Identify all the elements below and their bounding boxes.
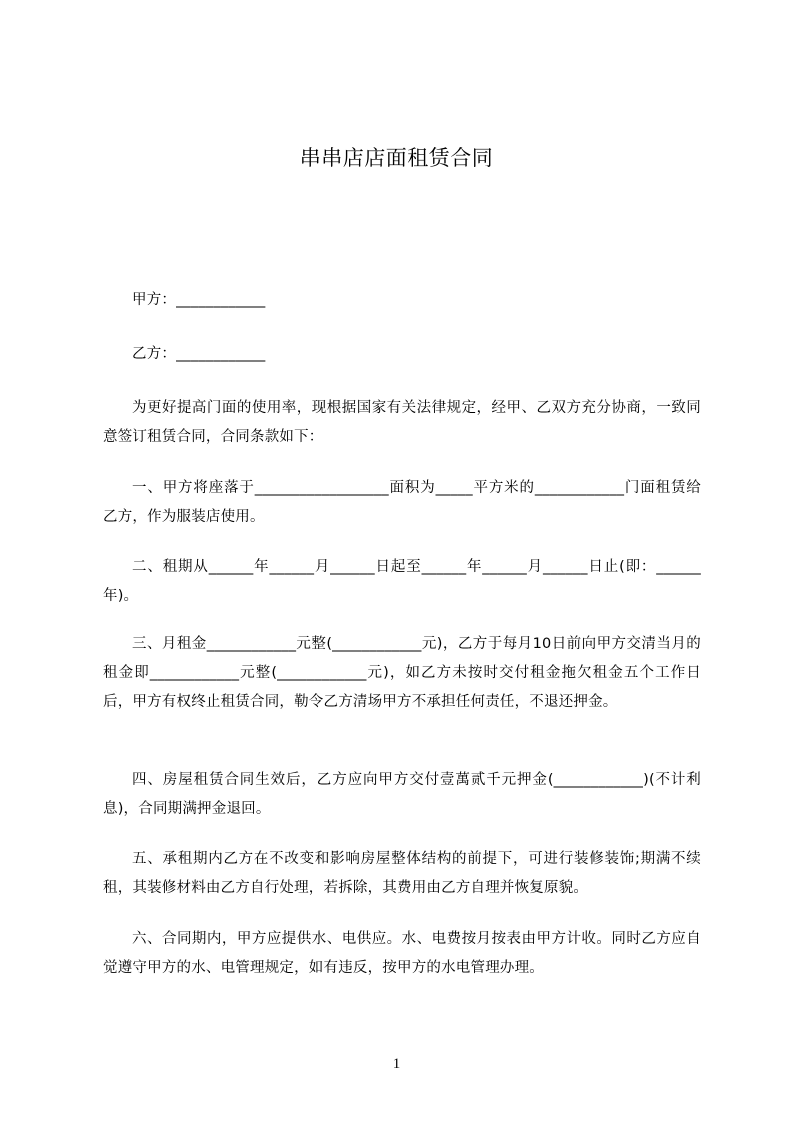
party-b-line (103, 340, 701, 369)
party-b-text: 乙方：____________ (132, 346, 266, 362)
page-number: 1 (392, 1056, 401, 1072)
intro-text: 为更好提高门面的使用率，现根据国家有关法律规定，经甲、乙双方充分协商，一致同意签订租赁合同，合同条款如下： (103, 400, 701, 445)
clause-text: 一、甲方将座落于__________________面积为_____平方米的____________门面租赁给乙方，作为服装店使用。 (103, 480, 701, 525)
clause-text: 二、租期从______年______月______日起至______年______月______日止(即：______年)。 (103, 559, 701, 604)
intro-paragraph (103, 394, 701, 452)
clause-6 (103, 925, 701, 983)
party-a-line (103, 286, 701, 315)
clause-text: 六、合同期内，甲方应提供水、电供应。水、电费按月按表由甲方计收。同时乙方应自觉遵守甲方的水、电管理规定，如有违反，按甲方的水电管理办理。 (103, 931, 701, 976)
clause-text: 四、房屋租赁合同生效后，乙方应向甲方交付壹萬贰千元押金(____________)(不计利息)，合同期满押金退回。 (103, 772, 701, 817)
clause-2 (103, 553, 701, 611)
document-title: 串串店店面租赁合同 (299, 146, 494, 170)
clause-3 (103, 630, 701, 717)
clause-4 (103, 766, 701, 824)
clause-text: 五、承租期内乙方在不改变和影响房屋整体结构的前提下，可进行装修装饰;期满不续租，其装修材料由乙方自行处理，若拆除，其费用由乙方自理并恢复原貌。 (103, 851, 701, 896)
clause-text: 三、月租金____________元整(____________元)，乙方于每月10日前向甲方交清当月的租金即____________元整(____________元)，如乙方未按时交付租金拖欠租金五个工作日后，甲方有权终止租赁合同，勒令乙方清场甲方不承担任何责任，不退还押金。 (103, 636, 701, 710)
party-a-text: 甲方：____________ (132, 292, 266, 308)
clause-1 (103, 474, 701, 532)
clause-5 (103, 845, 701, 903)
